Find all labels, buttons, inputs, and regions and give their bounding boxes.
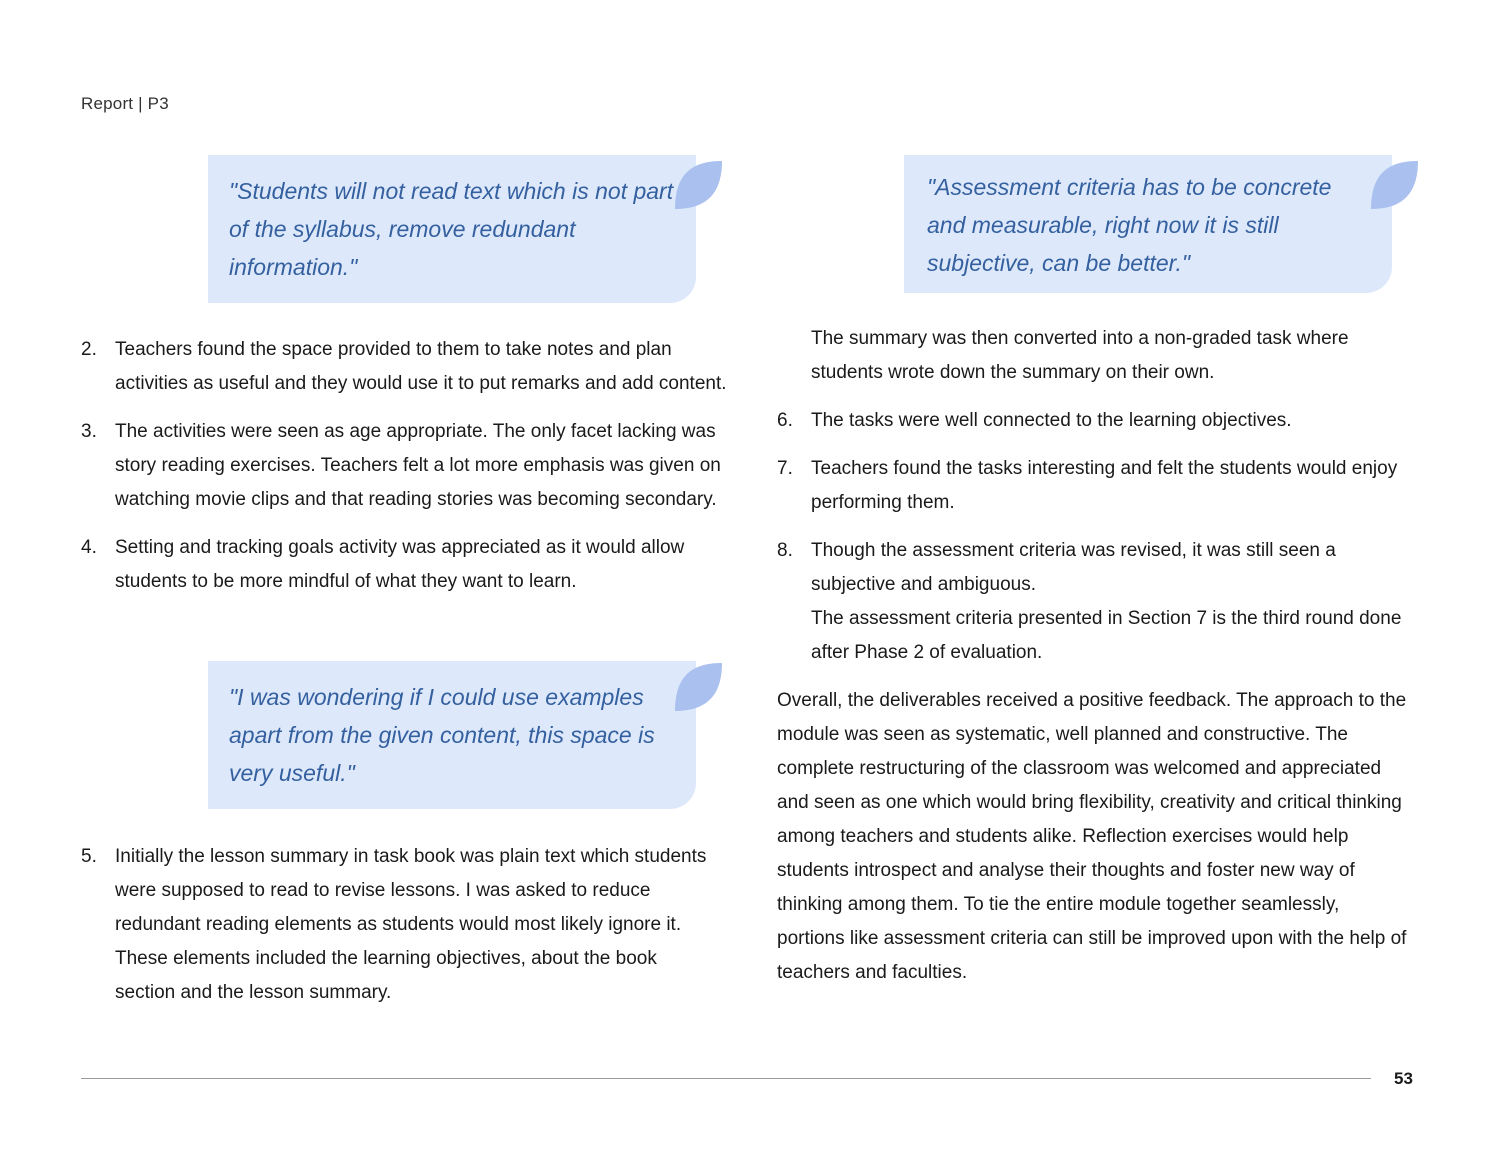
leaf-icon — [674, 160, 724, 210]
list-number: 3. — [81, 421, 97, 442]
quote-text: "I was wondering if I could use examples apart from the given content, this space is very useful." — [229, 684, 655, 786]
list-number: 2. — [81, 339, 97, 360]
list-text: Teachers found the space provided to them to take notes and plan activities as useful and they would use it to put remarks and add content. — [115, 339, 727, 394]
quote-text: "Assessment criteria has to be concrete and measurable, right now it is still subjective, can be better." — [927, 174, 1332, 276]
right-column — [777, 322, 1409, 990]
list-item — [777, 534, 1409, 670]
right-list — [777, 404, 1409, 670]
quote-box-examples — [208, 661, 696, 809]
report-header: Report | P3 — [81, 94, 169, 113]
page-number: 53 — [1394, 1069, 1413, 1088]
list-text: Though the assessment criteria was revised, it was still seen a subjective and ambiguous. — [811, 540, 1336, 595]
list-number: 5. — [81, 846, 97, 867]
list-item — [81, 531, 731, 599]
leaf-icon — [674, 662, 724, 712]
item-5-continuation: The summary was then converted into a non-graded task where students wrote down the summary on their own. — [811, 328, 1349, 383]
list-text: Setting and tracking goals activity was appreciated as it would allow students to be more mindful of what they want to learn. — [115, 537, 685, 592]
list-number: 4. — [81, 537, 97, 558]
list-item — [81, 840, 721, 1010]
quote-box-assessment — [904, 155, 1392, 293]
quote-text: "Students will not read text which is not part of the syllabus, remove redundant information." — [229, 178, 674, 280]
list-number: 8. — [777, 540, 793, 561]
list-number: 7. — [777, 458, 793, 479]
list-text: Teachers found the tasks interesting and felt the students would enjoy performing them. — [811, 458, 1398, 513]
left-list — [81, 333, 731, 613]
conclusion-paragraph: Overall, the deliverables received a positive feedback. The approach to the module was seen as systematic, well planned and constructive. The complete restructuring of the classroom was welcomed and appreciated and seen as one which would bring flexibility, creativity and critical thinking among teachers and students alike. Reflection exercises would help students introspect and analyse their thoughts and foster new way of thinking among them. To tie the entire module together seamlessly, portions like assessment criteria can still be improved upon with the help of teachers and faculties. — [777, 690, 1407, 983]
list-item — [81, 333, 731, 401]
list-item — [777, 452, 1409, 520]
list-item — [81, 415, 731, 517]
list-item — [777, 404, 1409, 438]
list-text-extra: The assessment criteria presented in Section 7 is the third round done after Phase 2 of evaluation. — [811, 608, 1402, 663]
list-text: The tasks were well connected to the learning objectives. — [811, 410, 1292, 431]
list-text: Initially the lesson summary in task book was plain text which students were supposed to read to revise lessons. I was asked to reduce redundant reading elements as students would most likely ignore it. These elements included the learning objectives, about the book section and the lesson summary. — [115, 846, 707, 1003]
footer-rule — [81, 1078, 1371, 1079]
list-text: The activities were seen as age appropriate. The only facet lacking was story reading exercises. Teachers felt a lot more emphasis was given on watching movie clips and that reading stories was becoming secondary. — [115, 421, 721, 510]
quote-box-syllabus — [208, 155, 696, 303]
left-list-continued — [81, 840, 721, 1024]
leaf-icon — [1370, 160, 1420, 210]
list-number: 6. — [777, 410, 793, 431]
